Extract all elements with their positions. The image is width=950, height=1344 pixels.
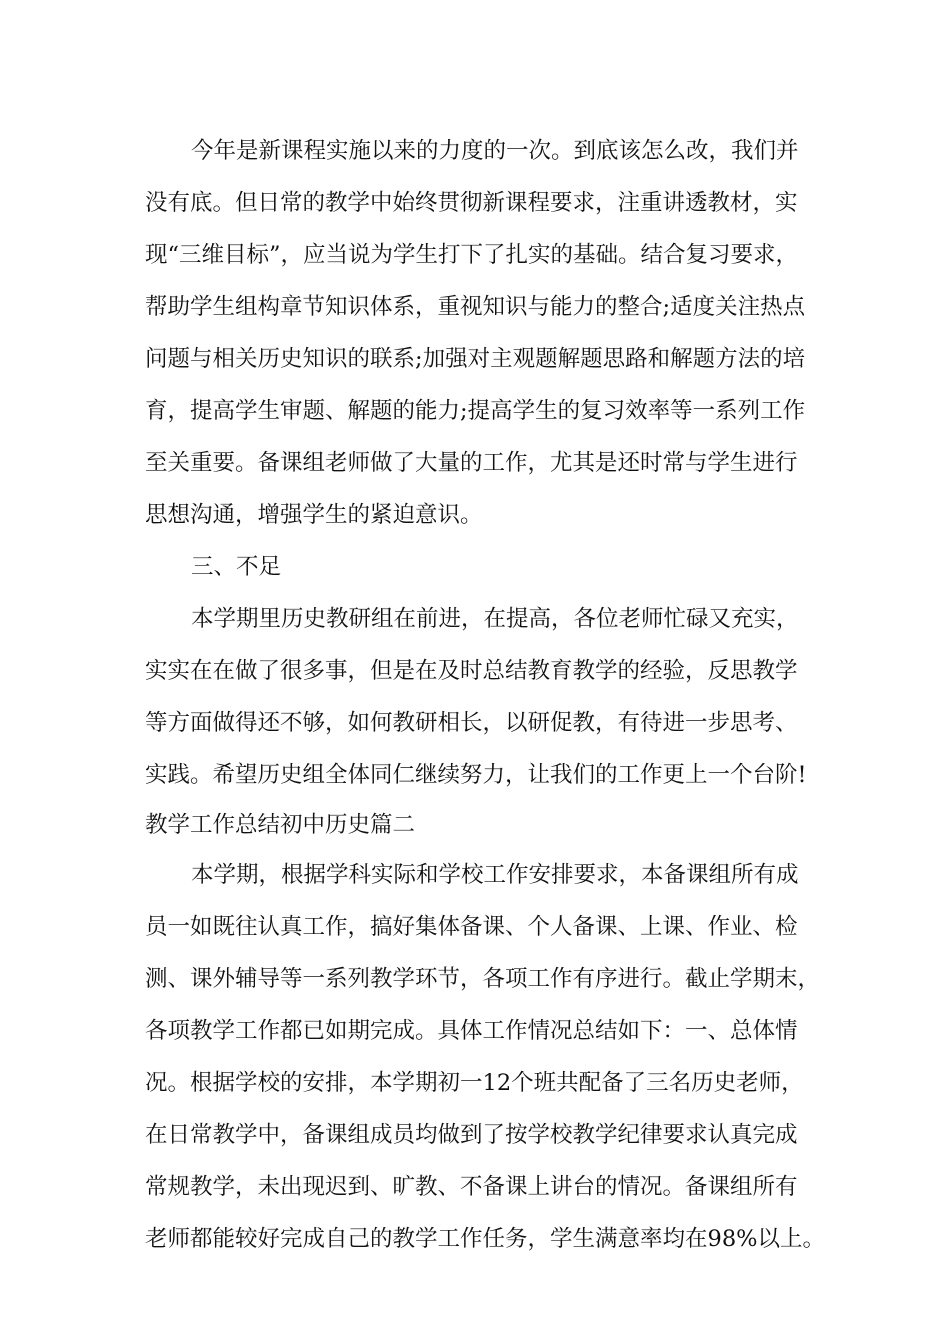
paragraph-line: 常规教学，未出现迟到、旷教、不备课上讲台的情况。备课组所有 [145,1174,798,1200]
paragraph-line: 老师都能较好完成自己的教学工作任务，学生满意率均在98%以上。 [145,1226,826,1252]
paragraph-line: 测、课外辅导等一系列教学环节，各项工作有序进行。截止学期末， [145,966,821,992]
section-heading: 三、不足 [191,554,282,580]
paragraph-line: 等方面做得还不够，如何教研相长，以研促教，有待进一步思考、 [145,710,798,736]
paragraph-line: 在日常教学中，备课组成员均做到了按学校教学纪律要求认真完成 [145,1122,798,1148]
paragraph-line: 思想沟通，增强学生的紧迫意识。 [145,502,483,528]
paragraph-line: 实实在在做了很多事，但是在及时总结教育教学的经验，反思教学 [145,658,798,684]
paragraph-line: 没有底。但日常的教学中始终贯彻新课程要求，注重讲透教材，实 [145,190,798,216]
paragraph-line: 况。根据学校的安排，本学期初一12个班共配备了三名历史老师， [145,1070,804,1096]
paragraph-line: 现“三维目标”，应当说为学生打下了扎实的基础。结合复习要求， [145,242,799,268]
paragraph-line: 实践。希望历史组全体同仁继续努力，让我们的工作更上一个台阶! [145,762,807,788]
paragraph-line: 今年是新课程实施以来的力度的一次。到底该怎么改，我们并 [191,138,799,164]
paragraph-line: 问题与相关历史知识的联系;加强对主观题解题思路和解题方法的培 [145,346,806,372]
paragraph-line: 员一如既往认真工作，搞好集体备课、个人备课、上课、作业、检 [145,914,798,940]
paragraph-line: 至关重要。备课组老师做了大量的工作，尤其是还时常与学生进行 [145,450,798,476]
paragraph-line: 各项教学工作都已如期完成。具体工作情况总结如下：一、总体情 [145,1018,798,1044]
paragraph-line: 帮助学生组构章节知识体系，重视知识与能力的整合;适度关注热点 [145,294,806,320]
paragraph-line: 本学期，根据学科实际和学校工作安排要求，本备课组所有成 [191,862,799,888]
paragraph-line: 育，提高学生审题、解题的能力;提高学生的复习效率等一系列工作 [145,398,806,424]
paragraph-line: 本学期里历史教研组在前进，在提高，各位老师忙碌又充实， [191,606,799,632]
document-title: 教学工作总结初中历史篇二 [145,812,416,838]
